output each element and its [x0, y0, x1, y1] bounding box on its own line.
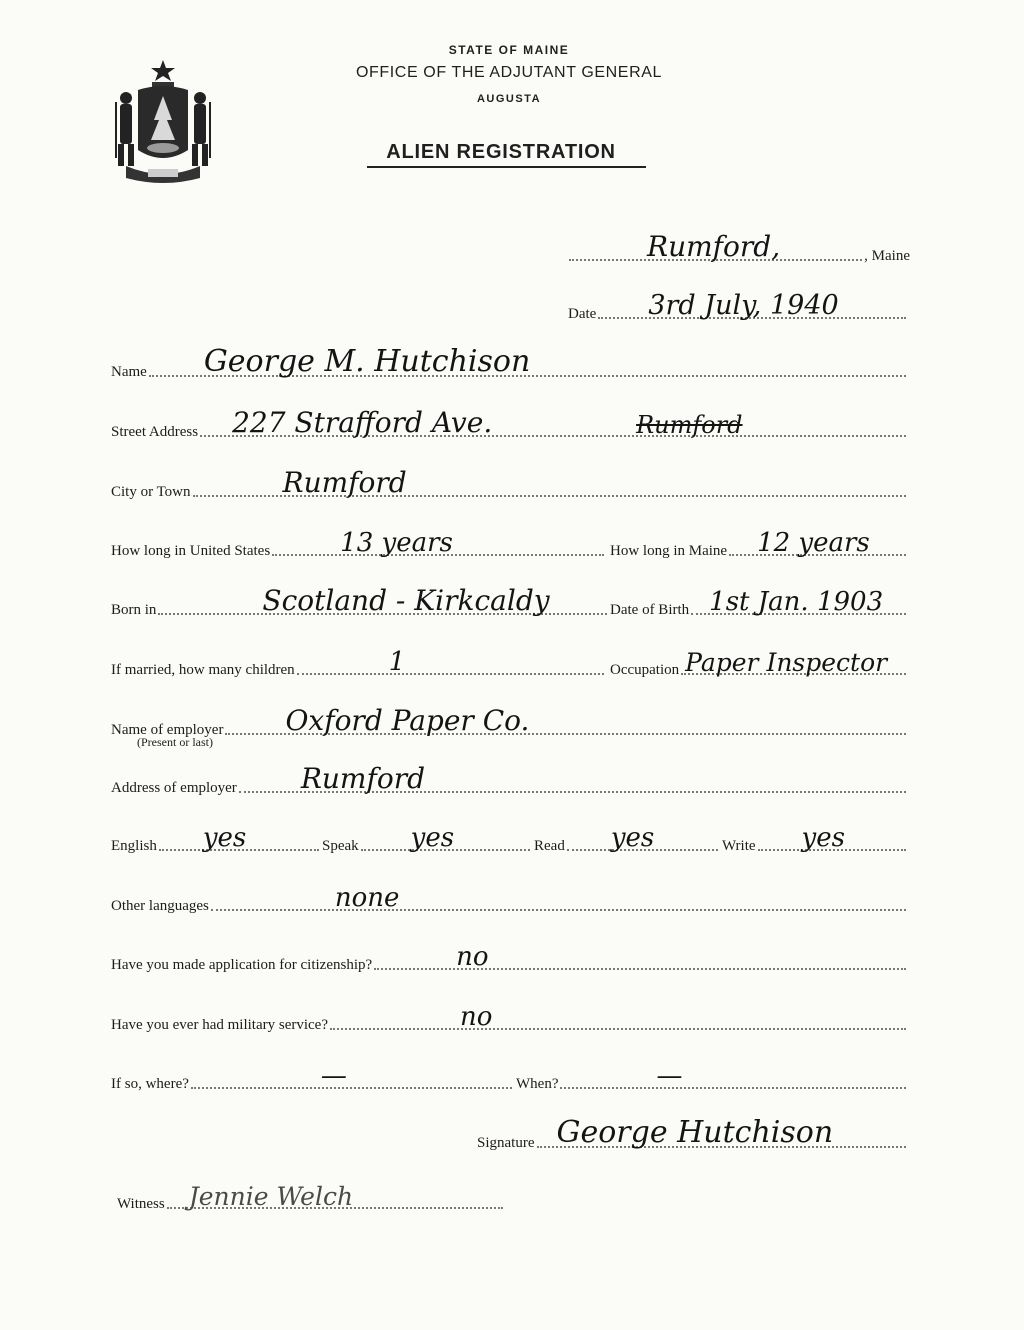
place-row [567, 230, 910, 266]
place-suffix: , Maine [864, 248, 910, 264]
city-label: City or Town [111, 484, 191, 500]
street-struck-value: Rumford [636, 411, 743, 439]
dob-line [691, 587, 906, 617]
citizenship-row [111, 942, 908, 975]
employer-label: Name of employer [111, 722, 224, 738]
military-label: Have you ever had military service? [111, 1017, 328, 1033]
occupation-value: Paper Inspector [685, 648, 888, 677]
english-row [111, 823, 321, 856]
english-value: yes [202, 823, 247, 853]
military-row [111, 1002, 908, 1035]
date-line [598, 290, 906, 321]
street-label: Street Address [111, 424, 199, 440]
maine-value: 12 years [757, 528, 870, 558]
date-value: 3rd July, 1940 [648, 290, 839, 321]
born-value: Scotland - Kirkcaldy [262, 584, 550, 617]
where-line [191, 1061, 512, 1091]
signature-row [477, 1115, 908, 1153]
children-value: 1 [388, 647, 406, 677]
name-value: George M. Hutchison [203, 344, 531, 379]
when-row [516, 1061, 908, 1094]
when-label: When? [516, 1076, 559, 1092]
write-label: Write [722, 838, 756, 854]
speak-value: yes [410, 823, 455, 853]
other-lang-row [111, 883, 908, 916]
dob-row [610, 587, 908, 620]
form-title: ALIEN REGISTRATION [386, 141, 616, 163]
write-row [722, 823, 908, 856]
name-row [111, 344, 908, 382]
read-label: Read [534, 838, 565, 854]
emp-address-line [239, 762, 906, 795]
speak-label: Speak [322, 838, 359, 854]
us-label: How long in United States [111, 543, 271, 559]
occupation-row [610, 648, 908, 680]
emp-address-row [111, 762, 908, 798]
place-value: Rumford, [647, 230, 781, 263]
city-value: Rumford [282, 466, 407, 499]
write-value: yes [801, 823, 845, 853]
name-line [149, 344, 906, 379]
name-label: Name [111, 364, 147, 380]
place-line [569, 230, 862, 263]
read-value: yes [610, 823, 655, 853]
where-value: — [320, 1061, 347, 1091]
where-row [111, 1061, 514, 1094]
children-line [297, 647, 604, 677]
children-label: If married, how many children [111, 662, 295, 678]
title-underline [367, 166, 646, 168]
when-line [560, 1061, 906, 1091]
signature-line [537, 1115, 907, 1150]
us-line [272, 528, 604, 558]
where-label: If so, where? [111, 1076, 189, 1092]
military-value: no [460, 1002, 493, 1032]
citizenship-line [374, 942, 906, 972]
witness-value: Jennie Welch [188, 1182, 354, 1211]
witness-label: Witness [117, 1196, 165, 1212]
emp-address-label: Address of employer [111, 780, 237, 796]
other-lang-label: Other languages [111, 898, 209, 914]
city-heading: AUGUSTA [476, 93, 542, 105]
street-value: 227 Strafford Ave. [232, 406, 493, 439]
date-row [568, 290, 908, 324]
other-lang-value: none [334, 883, 400, 913]
other-lang-line [211, 883, 906, 913]
citizenship-label: Have you made application for citizenship? [111, 957, 373, 973]
maine-row [610, 528, 908, 561]
english-line [159, 823, 319, 853]
write-line [758, 823, 906, 853]
children-row [111, 647, 606, 680]
born-label: Born in [111, 602, 157, 618]
read-row [534, 823, 720, 856]
born-line [158, 584, 607, 617]
street-line [200, 406, 906, 439]
us-row [111, 528, 606, 561]
emp-address-value: Rumford [300, 762, 426, 795]
us-value: 13 years [340, 528, 453, 558]
dob-label: Date of Birth [610, 602, 690, 618]
born-row [111, 584, 609, 620]
occupation-line [681, 648, 906, 677]
military-line [330, 1002, 906, 1032]
street-row [111, 406, 908, 442]
english-label: English [111, 838, 157, 854]
employer-row [111, 704, 908, 740]
witness-line [167, 1182, 503, 1211]
employer-value: Oxford Paper Co. [285, 704, 530, 737]
speak-line [361, 823, 530, 853]
maine-line [729, 528, 906, 558]
read-line [567, 823, 718, 853]
when-value: — [656, 1061, 683, 1091]
signature-value: George Hutchison [556, 1115, 834, 1150]
witness-row [117, 1182, 505, 1214]
office-heading: OFFICE OF THE ADJUTANT GENERAL [355, 64, 663, 81]
employer-line [225, 704, 906, 737]
city-line [193, 466, 906, 499]
signature-label: Signature [477, 1135, 535, 1151]
state-heading: STATE OF MAINE [448, 43, 570, 57]
date-label: Date [568, 306, 597, 322]
occupation-label: Occupation [610, 662, 680, 678]
dob-value: 1st Jan. 1903 [709, 587, 884, 617]
city-row [111, 466, 908, 502]
maine-label: How long in Maine [610, 543, 728, 559]
citizenship-value: no [456, 942, 489, 972]
speak-row [322, 823, 532, 856]
employer-sublabel: (Present or last) [137, 735, 213, 749]
